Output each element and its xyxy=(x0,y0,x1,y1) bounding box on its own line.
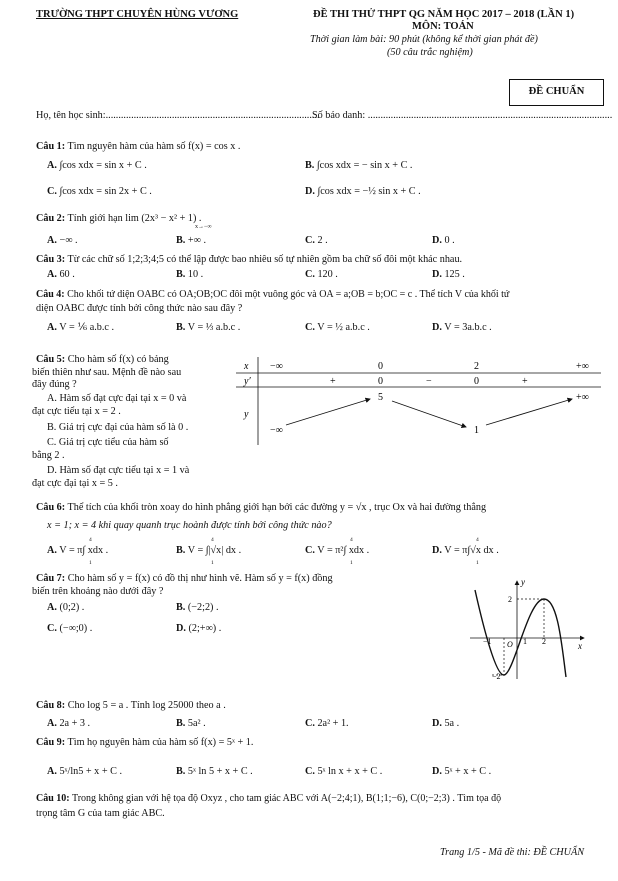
vt-arrow-up-2 xyxy=(486,399,572,425)
vt-arrow-up-1 xyxy=(286,399,370,425)
q6-option-b: B. V = ∫|√x| dx . xyxy=(176,545,242,556)
q9-option-b: B. 5ˣ ln 5 + x + C . xyxy=(176,766,253,777)
vt-x-two: 2 xyxy=(474,361,479,372)
tick-y-minus-2: −2 xyxy=(492,672,501,681)
x-axis-label: x xyxy=(578,641,582,651)
exam-code: ĐỀ CHUẨN xyxy=(528,86,585,97)
vt-y-min: 1 xyxy=(474,425,479,436)
q2-option-b: B. +∞ . xyxy=(176,235,206,246)
vt-x-label: x xyxy=(244,361,249,372)
vt-yprime-zero-1: 0 xyxy=(378,376,383,387)
q1-option-c: C. ∫cos xdx = sin 2x + C . xyxy=(47,186,152,197)
q6-d-lower-limit: 1 xyxy=(476,560,479,566)
graph-curve xyxy=(475,590,566,677)
tick-1: 1 xyxy=(523,637,527,646)
question-6-line2: x = 1; x = 4 khi quay quanh trục hoành được tính bởi công thức nào? xyxy=(47,520,332,531)
q5-option-a: A. Hàm số đạt cực đại tại x = 0 và xyxy=(47,393,187,404)
school-name: TRƯỜNG THPT CHUYÊN HÙNG VƯƠNG xyxy=(36,9,239,20)
vt-y-label: y xyxy=(244,409,249,420)
student-id-field: Số báo danh: ................................................................................................ xyxy=(312,110,613,121)
vt-sign-plus-2: + xyxy=(522,376,528,387)
q6-b-lower-limit: 1 xyxy=(211,560,214,566)
q6-option-c: C. V = π²∫ xdx . xyxy=(305,545,370,556)
q4-option-a: A. V = ⅙ a.b.c . xyxy=(47,322,115,333)
question-10-line2: trọng tâm G của tam giác ABC. xyxy=(36,808,165,819)
q6-a-upper-limit: 4 xyxy=(89,537,92,543)
origin-label: O xyxy=(507,640,513,649)
question-count: (50 câu trắc nghiệm) xyxy=(387,47,473,58)
q1-option-a: A. ∫cos xdx = sin x + C . xyxy=(47,160,147,171)
question-10: Câu 10: Trong không gian với hệ tọa độ Oxyz , cho tam giác ABC với A(−2;4;1), B(1;1;−6), C(0;−2;3) . Tìm tọa độ xyxy=(36,793,502,804)
question-6: Câu 6: Thể tích của khối tròn xoay do hình phẳng giới hạn bởi các đường y = √x , trục Ox và hai đường thẳng xyxy=(36,502,487,513)
vt-y-neg-inf: −∞ xyxy=(270,425,283,436)
q5-line2: biến thiên như sau. Mệnh đề nào sau xyxy=(32,367,182,378)
subject-label: MÔN: TOÁN xyxy=(412,21,474,32)
q8-option-b: B. 5a² . xyxy=(176,718,206,729)
q2-option-c: C. 2 . xyxy=(305,235,328,246)
q5-option-d: D. Hàm số đạt cực tiểu tại x = 1 và xyxy=(47,465,190,476)
q5-line3: đây đúng ? xyxy=(32,379,77,390)
exam-title: ĐỀ THI THỬ THPT QG NĂM HỌC 2017 – 2018 (LẦN 1) xyxy=(313,9,575,20)
q3-option-b: B. 10 . xyxy=(176,269,204,280)
student-name-field: Họ, tên học sinh:.................................................................................... xyxy=(36,110,320,121)
page-footer: Trang 1/5 - Mã đề thi: ĐỀ CHUẨN xyxy=(440,847,585,858)
q6-option-a: A. V = π∫ xdx . xyxy=(47,545,109,556)
question-4: Câu 4: Cho khối tứ diện OABC có OA;OB;OC đôi một vuông góc và OA = a;OB = b;OC = c . Thể tích V của khối tứ xyxy=(36,289,510,300)
q6-c-lower-limit: 1 xyxy=(350,560,353,566)
q9-option-c: C. 5ˣ ln x + x + C . xyxy=(305,766,383,777)
q6-a-lower-limit: 1 xyxy=(89,560,92,566)
vt-yprime-label: y′ xyxy=(244,376,251,387)
q6-option-d: D. V = π∫√x dx . xyxy=(432,545,499,556)
q6-b-upper-limit: 4 xyxy=(211,537,214,543)
vt-sign-plus-1: + xyxy=(330,376,336,387)
question-9: Câu 9: Tìm họ nguyên hàm của hàm số f(x) = 5ˣ + 1. xyxy=(36,737,254,748)
function-graph xyxy=(462,575,592,685)
vt-yprime-zero-2: 0 xyxy=(474,376,479,387)
q7-option-b: B. (−2;2) . xyxy=(176,602,219,613)
time-limit: Thời gian làm bài: 90 phút (không kể thời gian phát đề) xyxy=(310,34,538,45)
q9-option-a: A. 5ˣ/ln5 + x + C . xyxy=(47,766,123,777)
q1-option-d: D. ∫cos xdx = −½ sin x + C . xyxy=(305,186,421,197)
exam-code-box xyxy=(509,79,604,106)
q5-option-d-cont: đạt cực đại tại x = 5 . xyxy=(32,478,118,489)
question-5: Câu 5: Cho hàm số f(x) có bảng xyxy=(36,354,169,365)
q7-option-c: C. (−∞;0) . xyxy=(47,623,93,634)
q7-option-d: D. (2;+∞) . xyxy=(176,623,222,634)
vt-arrow-down xyxy=(392,401,466,427)
vt-sign-minus: − xyxy=(426,376,432,387)
q7-option-a: A. (0;2) . xyxy=(47,602,85,613)
tick-y-2: 2 xyxy=(508,595,512,604)
y-axis-label: y xyxy=(521,577,525,587)
q5-option-c: C. Giá trị cực tiểu của hàm số xyxy=(47,437,169,448)
q4-option-d: D. V = 3a.b.c . xyxy=(432,322,492,333)
q9-option-d: D. 5ˣ + x + C . xyxy=(432,766,492,777)
q2-option-a: A. −∞ . xyxy=(47,235,78,246)
q8-option-c: C. 2a² + 1. xyxy=(305,718,349,729)
vt-x-pos-inf: +∞ xyxy=(576,361,589,372)
q5-option-b: B. Giá trị cực đại của hàm số là 0 . xyxy=(47,422,189,433)
q3-option-c: C. 120 . xyxy=(305,269,338,280)
question-1: Câu 1: Tìm nguyên hàm của hàm số f(x) = cos x . xyxy=(36,141,241,152)
q8-option-a: A. 2a + 3 . xyxy=(47,718,91,729)
vt-y-pos-inf: +∞ xyxy=(576,392,589,403)
question-2: Câu 2: Tính giới hạn lim (2x³ − x² + 1) . xyxy=(36,213,202,224)
q6-c-upper-limit: 4 xyxy=(350,537,353,543)
tick-minus-1: −1 xyxy=(483,637,492,646)
question-8: Câu 8: Cho log 5 = a . Tính log 25000 theo a . xyxy=(36,700,226,711)
vt-x-zero: 0 xyxy=(378,361,383,372)
q3-option-d: D. 125 . xyxy=(432,269,465,280)
q8-option-d: D. 5a . xyxy=(432,718,460,729)
q2-limit-subscript: x→−∞ xyxy=(195,224,212,230)
vt-x-neg-inf: −∞ xyxy=(270,361,283,372)
q6-d-upper-limit: 4 xyxy=(476,537,479,543)
question-7-line2: biến trên khoảng nào dưới đây ? xyxy=(32,586,164,597)
vt-y-max: 5 xyxy=(378,392,383,403)
tick-2: 2 xyxy=(542,637,546,646)
question-4-line2: diện OABC được tính bởi công thức nào sau đây ? xyxy=(36,303,243,314)
q4-option-c: C. V = ½ a.b.c . xyxy=(305,322,370,333)
q3-option-a: A. 60 . xyxy=(47,269,75,280)
question-3: Câu 3: Từ các chữ số 1;2;3;4;5 có thể lập được bao nhiêu số tự nhiên gồm ba chữ số đôi một khác nhau. xyxy=(36,254,463,265)
q5-option-a-cont: đạt cực tiểu tại x = 2 . xyxy=(32,406,121,417)
q4-option-b: B. V = ⅓ a.b.c . xyxy=(176,322,241,333)
variation-table xyxy=(236,357,606,447)
question-7: Câu 7: Cho hàm số y = f(x) có đồ thị như hình vẽ. Hàm số y = f(x) đồng xyxy=(36,573,333,584)
q2-option-d: D. 0 . xyxy=(432,235,455,246)
q1-option-b: B. ∫cos xdx = − sin x + C . xyxy=(305,160,413,171)
q5-option-c-cont: bằng 2 . xyxy=(32,450,65,461)
